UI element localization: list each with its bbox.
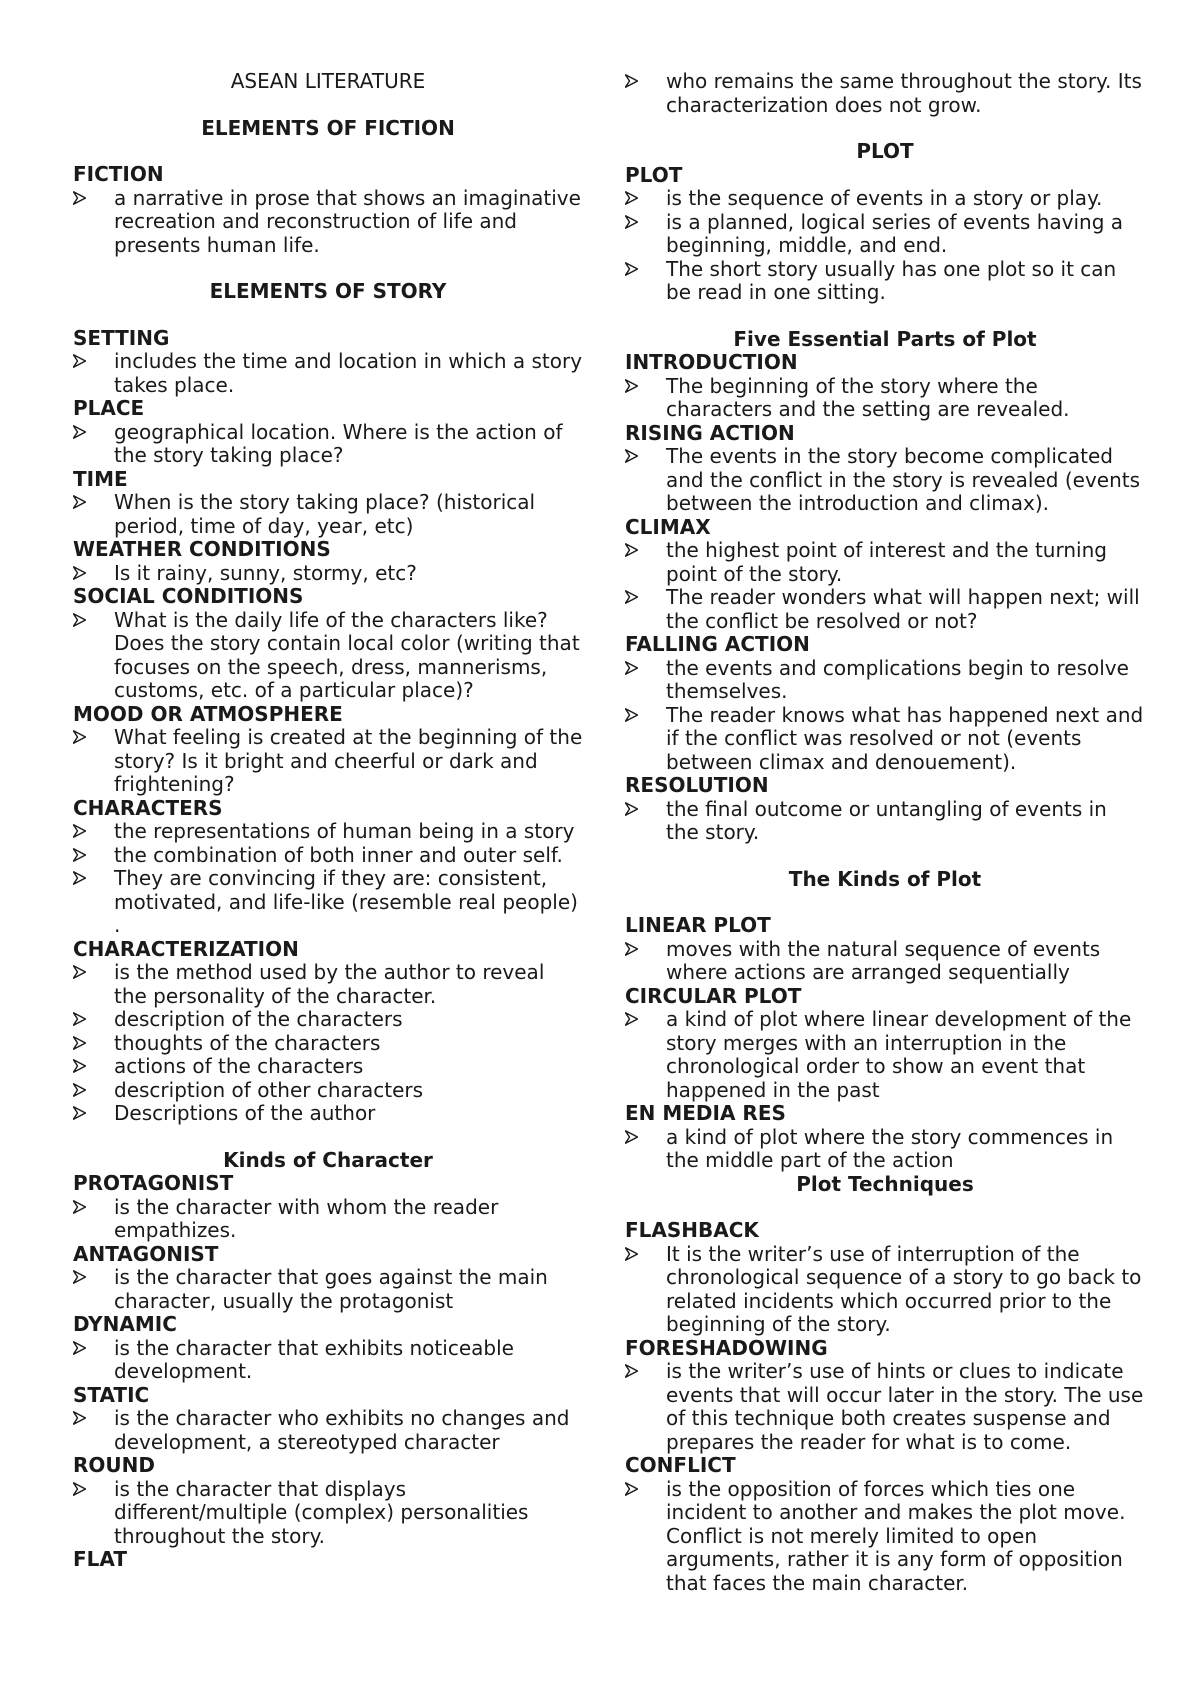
bullet-item <box>625 258 1145 305</box>
static-bullets <box>73 1407 583 1454</box>
term-antagonist: ANTAGONIST <box>73 1241 219 1266</box>
arrowhead-bullet-icon <box>73 613 86 627</box>
bullet-item <box>625 1478 1145 1596</box>
climax-bullets <box>625 539 1145 633</box>
heading-plot-techniques: Plot Techniques <box>796 1171 974 1196</box>
arrowhead-bullet-icon <box>73 1083 86 1097</box>
bullet-text: is the character with whom the reader empathizes. <box>114 1194 499 1242</box>
characters-bullets <box>73 820 583 938</box>
left-column <box>73 70 583 1572</box>
bullet-item <box>73 187 583 258</box>
arrowhead-bullet-icon <box>625 449 638 463</box>
antagonist-bullets <box>73 1266 583 1313</box>
term-dynamic: DYNAMIC <box>73 1312 177 1336</box>
heading-plot: PLOT <box>856 139 914 163</box>
term-fiction: FICTION <box>73 162 164 186</box>
bullet-item <box>625 375 1145 422</box>
arrowhead-bullet-icon <box>73 1341 86 1355</box>
bullet-text: the events and complications begin to resolve themselves. <box>666 655 1129 703</box>
bullet-text: When is the story taking place? (historical period, time of day, year, etc) <box>114 490 536 538</box>
bullet-item <box>625 1243 1145 1337</box>
bullet-text: description of the characters <box>114 1007 403 1031</box>
arrowhead-bullet-icon <box>73 848 86 862</box>
flashback-bullets <box>625 1243 1145 1337</box>
bullet-item <box>73 609 583 703</box>
heading-elements-of-story: ELEMENTS OF STORY <box>209 279 447 303</box>
place-bullets <box>73 421 583 468</box>
protagonist-bullets <box>73 1196 583 1243</box>
arrowhead-bullet-icon <box>625 543 638 557</box>
bullet-text: The reader wonders what will happen next; will the conflict be resolved or not? <box>666 585 1140 633</box>
bullet-item <box>625 1360 1145 1454</box>
media-res-bullets <box>625 1126 1145 1173</box>
bullet-text: What is the daily life of the characters like? Does the story contain local color (writing that focuses on the speech, dress, mannerisms, customs, etc. of a particular place)? <box>114 607 580 702</box>
arrowhead-bullet-icon <box>625 1364 638 1378</box>
bullet-item <box>625 187 1145 211</box>
arrowhead-bullet-icon <box>625 942 638 956</box>
bullet-text: is the character who exhibits no changes and development, a stereotyped character <box>114 1406 570 1454</box>
bullet-text: is the opposition of forces which ties one incident to another and makes the plot move. Conflict is not merely limited to open arguments, rather it is any form of opposition that faces the main character. <box>666 1476 1126 1595</box>
bullet-item <box>73 1337 583 1384</box>
bullet-item <box>73 820 583 844</box>
bullet-item <box>625 657 1145 704</box>
bullet-item <box>73 1008 583 1032</box>
bullet-text: the representations of human being in a story <box>114 819 575 843</box>
arrowhead-bullet-icon <box>73 191 86 205</box>
bullet-item <box>73 844 583 868</box>
arrowhead-bullet-icon <box>73 1036 86 1050</box>
term-linear-plot: LINEAR PLOT <box>625 913 771 937</box>
term-characters: CHARACTERS <box>73 795 223 820</box>
term-introduction: INTRODUCTION <box>625 350 798 374</box>
term-social-conditions: SOCIAL CONDITIONS <box>73 584 304 608</box>
arrowhead-bullet-icon <box>73 354 86 368</box>
bullet-text: actions of the characters <box>114 1054 364 1078</box>
arrowhead-bullet-icon <box>625 1247 638 1261</box>
term-static: STATIC <box>73 1382 150 1407</box>
flat-bullets <box>625 70 1145 117</box>
bullet-text: moves with the natural sequence of events where actions are arranged sequentially <box>666 936 1101 984</box>
term-falling-action: FALLING ACTION <box>625 632 810 656</box>
bullet-item <box>625 1008 1145 1102</box>
bullet-text: a narrative in prose that shows an imaginative recreation and reconstruction of life and presents human life. <box>114 185 581 257</box>
heading-five-essential-parts: Five Essential Parts of Plot <box>733 326 1037 351</box>
bullet-item <box>625 211 1145 258</box>
bullet-text: Is it rainy, sunny, stormy, etc? <box>114 560 417 585</box>
term-protagonist: PROTAGONIST <box>73 1171 234 1195</box>
bullet-item <box>73 562 583 586</box>
circular-bullets <box>625 1008 1145 1102</box>
term-round: ROUND <box>73 1453 155 1477</box>
linear-bullets <box>625 938 1145 985</box>
bullet-item <box>73 1407 583 1454</box>
bullet-item <box>73 726 583 797</box>
arrowhead-bullet-icon <box>625 191 638 205</box>
arrowhead-bullet-icon <box>73 1059 86 1073</box>
bullet-item <box>73 1102 583 1126</box>
bullet-item <box>73 1055 583 1079</box>
bullet-text: the combination of both inner and outer self. <box>114 842 563 867</box>
term-circular-plot: CIRCULAR PLOT <box>625 983 802 1008</box>
term-place: PLACE <box>73 396 145 420</box>
term-climax: CLIMAX <box>625 514 711 539</box>
term-setting: SETTING <box>73 325 170 350</box>
bullet-text: is the method used by the author to reveal the personality of the character. <box>114 960 545 1008</box>
term-conflict: CONFLICT <box>625 1453 736 1477</box>
resolution-bullets <box>625 798 1145 845</box>
arrowhead-bullet-icon <box>625 1482 638 1496</box>
arrowhead-bullet-icon <box>73 1411 86 1425</box>
bullet-text: description of other characters <box>114 1077 424 1102</box>
bullet-item <box>625 1126 1145 1173</box>
bullet-item <box>625 586 1145 633</box>
mood-bullets <box>73 726 583 797</box>
heading-elements-of-fiction: ELEMENTS OF FICTION <box>201 115 455 140</box>
bullet-text: geographical location. Where is the action of the story taking place? <box>114 419 563 467</box>
falling-bullets <box>625 657 1145 775</box>
bullet-text: The events in the story become complicated and the conflict in the story is revealed (events between the introduction and climax). <box>666 444 1141 515</box>
arrowhead-bullet-icon <box>73 1270 86 1284</box>
term-flashback: FLASHBACK <box>625 1218 759 1242</box>
bullet-text: What feeling is created at the beginning of the story? Is it bright and cheerful or dark and frightening? <box>114 725 583 796</box>
bullet-item <box>625 70 1145 117</box>
bullet-item <box>73 1032 583 1056</box>
arrowhead-bullet-icon <box>73 730 86 744</box>
heading-kinds-of-character: Kinds of Character <box>223 1147 433 1172</box>
dynamic-bullets <box>73 1337 583 1384</box>
characterization-bullets <box>73 961 583 1126</box>
bullet-text: is the character that exhibits noticeable development. <box>114 1335 514 1383</box>
bullet-text: includes the time and location in which a story takes place. <box>114 349 583 397</box>
bullet-text: is the character that displays different/multiple (complex) personalities throughout the story. <box>114 1476 529 1548</box>
fiction-bullets <box>73 187 583 258</box>
bullet-item <box>625 704 1145 775</box>
bullet-item <box>73 961 583 1008</box>
arrowhead-bullet-icon <box>625 262 638 276</box>
arrowhead-bullet-icon <box>625 215 638 229</box>
bullet-item <box>73 1079 583 1103</box>
plot-bullets <box>625 187 1145 305</box>
conflict-bullets <box>625 1478 1145 1596</box>
bullet-item <box>625 938 1145 985</box>
arrowhead-bullet-icon <box>73 425 86 439</box>
bullet-item <box>73 421 583 468</box>
bullet-text: a kind of plot where linear development of the story merges with an interruption in the chronological order to show an event that happened in the past <box>666 1007 1132 1102</box>
weather-bullets <box>73 562 583 586</box>
bullet-text: The reader knows what has happened next and if the conflict was resolved or not (events between climax and denouement). <box>666 702 1144 774</box>
arrowhead-bullet-icon <box>73 871 86 885</box>
arrowhead-bullet-icon <box>73 566 86 580</box>
arrowhead-bullet-icon <box>625 1012 638 1026</box>
arrowhead-bullet-icon <box>625 802 638 816</box>
bullet-text: They are convincing if they are: consistent, motivated, and life-like (resemble real people) . <box>114 866 578 937</box>
bullet-text: the highest point of interest and the turning point of the story. <box>666 538 1107 586</box>
arrowhead-bullet-icon <box>625 661 638 675</box>
bullet-text: is the character that goes against the main character, usually the protagonist <box>114 1265 548 1313</box>
arrowhead-bullet-icon <box>625 74 638 88</box>
time-bullets <box>73 491 583 538</box>
arrowhead-bullet-icon <box>73 495 86 509</box>
bullet-text: a kind of plot where the story commences in the middle part of the action <box>666 1124 1114 1172</box>
bullet-item <box>73 1478 583 1549</box>
bullet-text: thoughts of the characters <box>114 1030 381 1055</box>
arrowhead-bullet-icon <box>625 1130 638 1144</box>
term-foreshadowing: FORESHADOWING <box>625 1335 828 1360</box>
arrowhead-bullet-icon <box>73 824 86 838</box>
term-en-media-res: EN MEDIA RES <box>625 1101 786 1125</box>
bullet-text: is the writer’s use of hints or clues to indicate events that will occur later in the story. The use of this technique both creates suspense and prepares the reader for what is to come. <box>666 1359 1144 1454</box>
bullet-item <box>625 539 1145 586</box>
heading-kinds-of-plot: The Kinds of Plot <box>788 866 982 891</box>
bullet-item <box>625 798 1145 845</box>
bullet-item <box>73 1266 583 1313</box>
bullet-item <box>73 1196 583 1243</box>
term-resolution: RESOLUTION <box>625 773 769 797</box>
bullet-item <box>73 491 583 538</box>
bullet-text: is the sequence of events in a story or play. <box>666 186 1103 210</box>
bullet-text: It is the writer’s use of interruption of the chronological sequence of a story to go back to related incidents which occurred prior to the beginning of the story. <box>666 1241 1142 1336</box>
bullet-item <box>625 445 1145 516</box>
rising-bullets <box>625 445 1145 516</box>
round-bullets <box>73 1478 583 1549</box>
term-flat: FLAT <box>73 1547 127 1571</box>
document-title: ASEAN LITERATURE <box>230 69 426 93</box>
arrowhead-bullet-icon <box>625 708 638 722</box>
arrowhead-bullet-icon <box>73 1200 86 1214</box>
bullet-item <box>73 867 583 938</box>
arrowhead-bullet-icon <box>73 1482 86 1496</box>
foreshadowing-bullets <box>625 1360 1145 1454</box>
term-characterization: CHARACTERIZATION <box>73 936 299 961</box>
bullet-item <box>73 350 583 397</box>
bullet-text: who remains the same throughout the story. Its characterization does not grow. <box>666 69 1142 117</box>
bullet-text: is a planned, logical series of events having a beginning, middle, and end. <box>666 209 1124 257</box>
setting-bullets <box>73 350 583 397</box>
bullet-text: the final outcome or untangling of events in the story. <box>666 796 1107 844</box>
term-mood: MOOD OR ATMOSPHERE <box>73 701 343 726</box>
arrowhead-bullet-icon <box>73 1106 86 1120</box>
bullet-text: The beginning of the story where the characters and the setting are revealed. <box>666 373 1070 421</box>
right-column <box>625 70 1145 1595</box>
bullet-text: Descriptions of the author <box>114 1101 376 1125</box>
term-plot: PLOT <box>625 162 683 187</box>
arrowhead-bullet-icon <box>625 590 638 604</box>
introduction-bullets <box>625 375 1145 422</box>
term-rising-action: RISING ACTION <box>625 420 795 445</box>
social-bullets <box>73 609 583 703</box>
arrowhead-bullet-icon <box>73 965 86 979</box>
term-time: TIME <box>73 466 128 491</box>
bullet-text: The short story usually has one plot so it can be read in one sitting. <box>666 256 1117 304</box>
arrowhead-bullet-icon <box>625 379 638 393</box>
term-weather-conditions: WEATHER CONDITIONS <box>73 537 331 561</box>
arrowhead-bullet-icon <box>73 1012 86 1026</box>
